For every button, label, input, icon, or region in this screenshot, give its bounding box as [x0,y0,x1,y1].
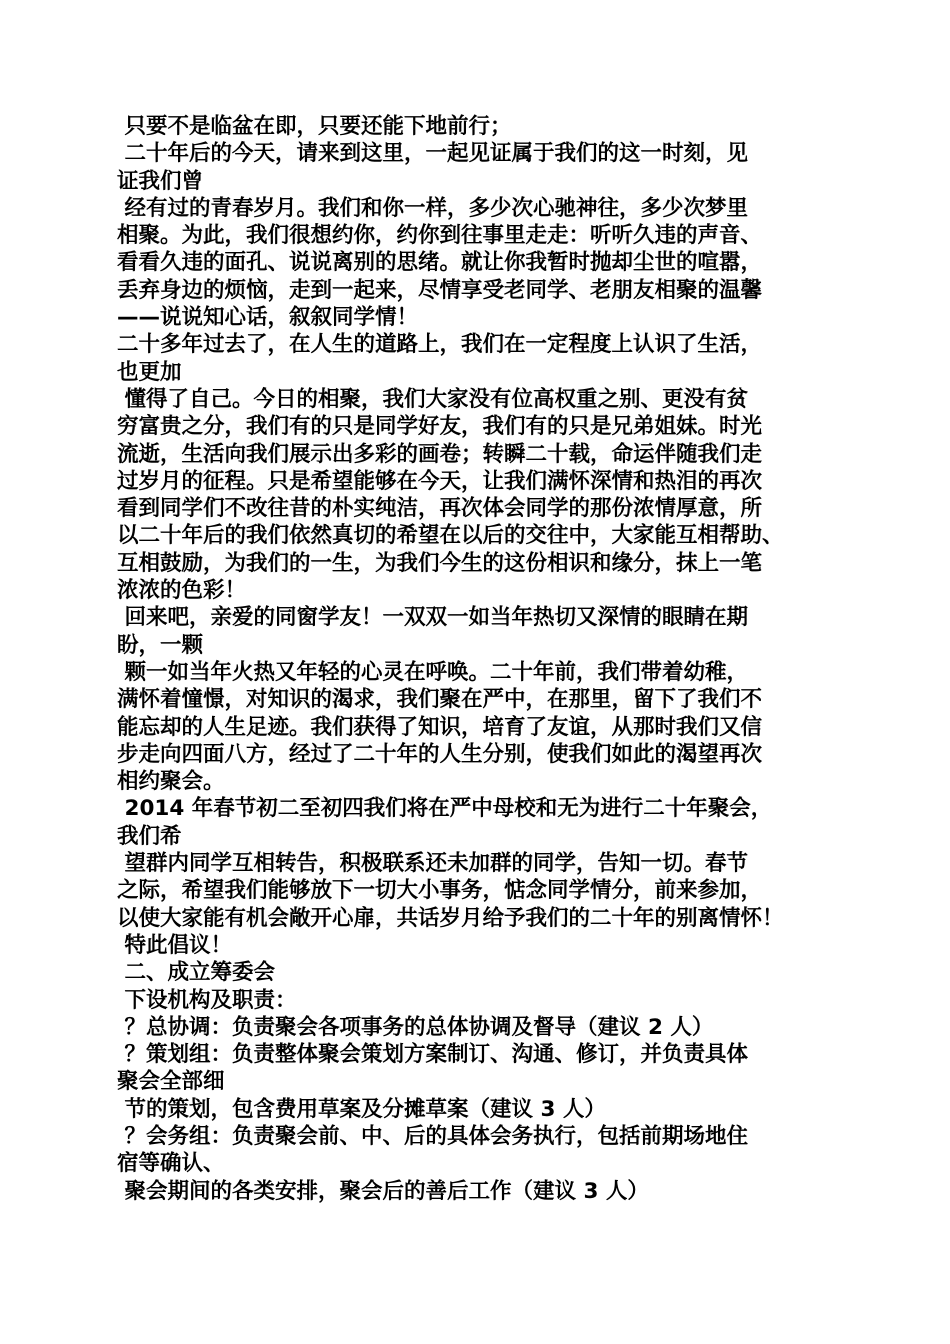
text-line: 望群内同学互相转告，积极联系还未加群的同学，告知一切。春节 [117,851,748,877]
section-heading: 二、成立筹委会 [117,960,275,986]
text-line: 节的策划，包含费用草案及分摊草案（建议 3 人） [117,1096,606,1122]
text-line: 证我们曾 [117,168,204,194]
text-line: 能忘却的人生足迹。我们获得了知识，培育了友谊，从那时我们又信 [117,714,763,740]
text-line: 互相鼓励，为我们的一生，为我们今生的这份相识和缘分，抹上一笔 [117,550,763,576]
list-item: ？总协调：负责聚会各项事务的总体协调及督导（建议 2 人） [117,1014,714,1040]
text-line: 以二十年后的我们依然真切的希望在以后的交往中，大家能互相帮助、 [117,523,784,549]
text-line: 懂得了自己。今日的相聚，我们大家没有位高权重之别、更没有贫 [117,386,748,412]
text-line: 二十多年过去了，在人生的道路上，我们在一定程度上认识了生活， [117,332,763,358]
text-line: 我们希 [117,823,182,849]
text-line: 浓浓的色彩！ [117,578,247,604]
list-item: ？策划组：负责整体聚会策划方案制订、沟通、修订，并负责具体 [117,1042,748,1068]
text-line: 只要不是临盆在即，只要还能下地前行； [117,114,512,139]
list-item: ？会务组：负责聚会前、中、后的具体会务执行，包括前期场地住 [117,1123,748,1149]
text-line: 相聚。为此，我们很想约你，约你到往事里走走：听听久违的声音、 [117,223,763,249]
text-line: 看看久违的面孔、说说离别的思绪。就让你我暂时抛却尘世的喧嚣， [117,250,763,276]
text-line: 二十年后的今天，请来到这里，一起见证属于我们的这一时刻，见 [117,141,748,167]
text-line: 丢弃身边的烦恼，走到一起来，尽情享受老同学、老朋友相聚的温馨 [117,277,763,303]
text-line: 特此倡议！ [117,932,232,958]
text-line: 步走向四面八方，经过了二十年的人生分别，使我们如此的渴望再次 [117,741,763,767]
text-line: 以使大家能有机会敞开心扉，共话岁月给予我们的二十年的别离情怀！ [117,905,784,931]
text-line: 盼，一颗 [117,632,204,658]
text-line: 相约聚会。 [117,769,225,795]
text-line: 宿等确认、 [117,1151,225,1177]
text-line: 经有过的青春岁月。我们和你一样，多少次心驰神往，多少次梦里 [117,195,748,221]
text-line: 回来吧，亲爱的同窗学友！一双双一如当年热切又深情的眼睛在期 [117,605,748,631]
document-page [117,113,847,1205]
text-line: 聚会全部细 [117,1069,225,1095]
text-line: 2014 年春节初二至初四我们将在严中母校和无为进行二十年聚会， [117,796,773,822]
text-line: 也更加 [117,359,182,385]
text-line: ——说说知心话，叙叙同学情！ [117,305,419,331]
text-line: 过岁月的征程。只是希望能够在今天，让我们满怀深情和热泪的再次 [117,468,763,494]
text-line: 下设机构及职责： [117,987,297,1013]
text-line: 之际，希望我们能够放下一切大小事务，惦念同学情分，前来参加， [117,878,763,904]
text-line: 流逝，生活向我们展示出多彩的画卷；转瞬二十载，命运伴随我们走 [117,441,763,467]
text-line: 满怀着憧憬，对知识的渴求，我们聚在严中，在那里，留下了我们不 [117,687,763,713]
text-line: 看到同学们不改往昔的朴实纯洁，再次体会同学的那份浓情厚意，所 [117,496,763,522]
text-line: 聚会期间的各类安排，聚会后的善后工作（建议 3 人） [117,1178,649,1204]
text-line: 穷富贵之分，我们有的只是同学好友，我们有的只是兄弟姐妹。时光 [117,414,763,440]
text-line: 颗一如当年火热又年轻的心灵在呼唤。二十年前，我们带着幼稚， [117,659,748,685]
